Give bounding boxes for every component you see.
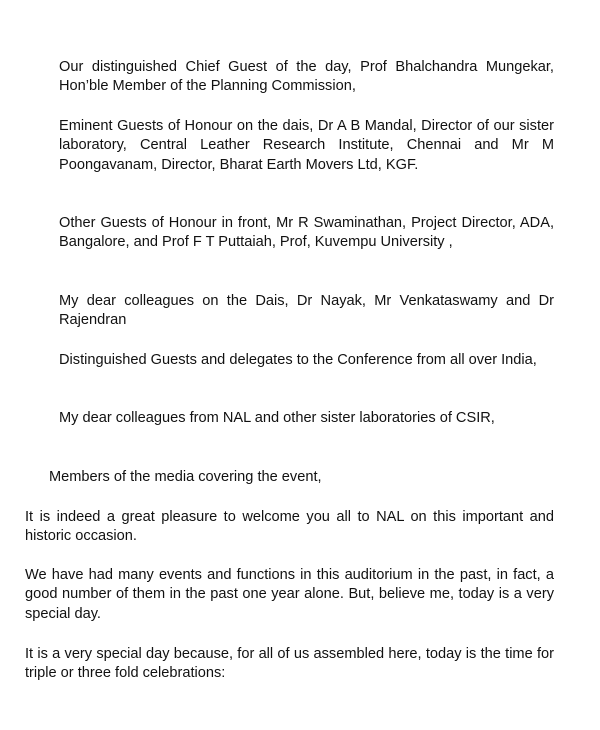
salutation-delegates: Distinguished Guests and delegates to the Conference from all over India, (59, 352, 537, 368)
salutation-media: Members of the media covering the event, (49, 469, 322, 485)
salutation-chief-guest: Our distinguished Chief Guest of the day, Prof Bhalchandra Mungekar, Hon’ble Member of the Planning Commission, (59, 59, 554, 95)
body-paragraph-celebrations: It is a very special day because, for all of us assembled here, today is the time for triple or three fold celebrations: (25, 646, 554, 682)
salutation-guests-of-honour-front: Other Guests of Honour in front, Mr R Swaminathan, Project Director, ADA, Bangalore, and Prof F T Puttaiah, Prof, Kuvempu University , (59, 215, 554, 251)
salutation-colleagues-nal: My dear colleagues from NAL and other sister laboratories of CSIR, (59, 410, 495, 426)
body-paragraph-special-day: We have had many events and functions in this auditorium in the past, in fact, a good number of them in the past one year alone. But, believe me, today is a very special day. (25, 567, 554, 622)
salutation-guests-of-honour-dais: Eminent Guests of Honour on the dais, Dr A B Mandal, Director of our sister laboratory, Central Leather Research Institute, Chennai and Mr M Poongavanam, Director, Bharat Earth Movers Ltd, KGF. (59, 118, 554, 173)
body-paragraph-welcome: It is indeed a great pleasure to welcome you all to NAL on this important and historic occasion. (25, 509, 554, 545)
salutation-colleagues-dais: My dear colleagues on the Dais, Dr Nayak, Mr Venkataswamy and Dr Rajendran (59, 293, 554, 329)
